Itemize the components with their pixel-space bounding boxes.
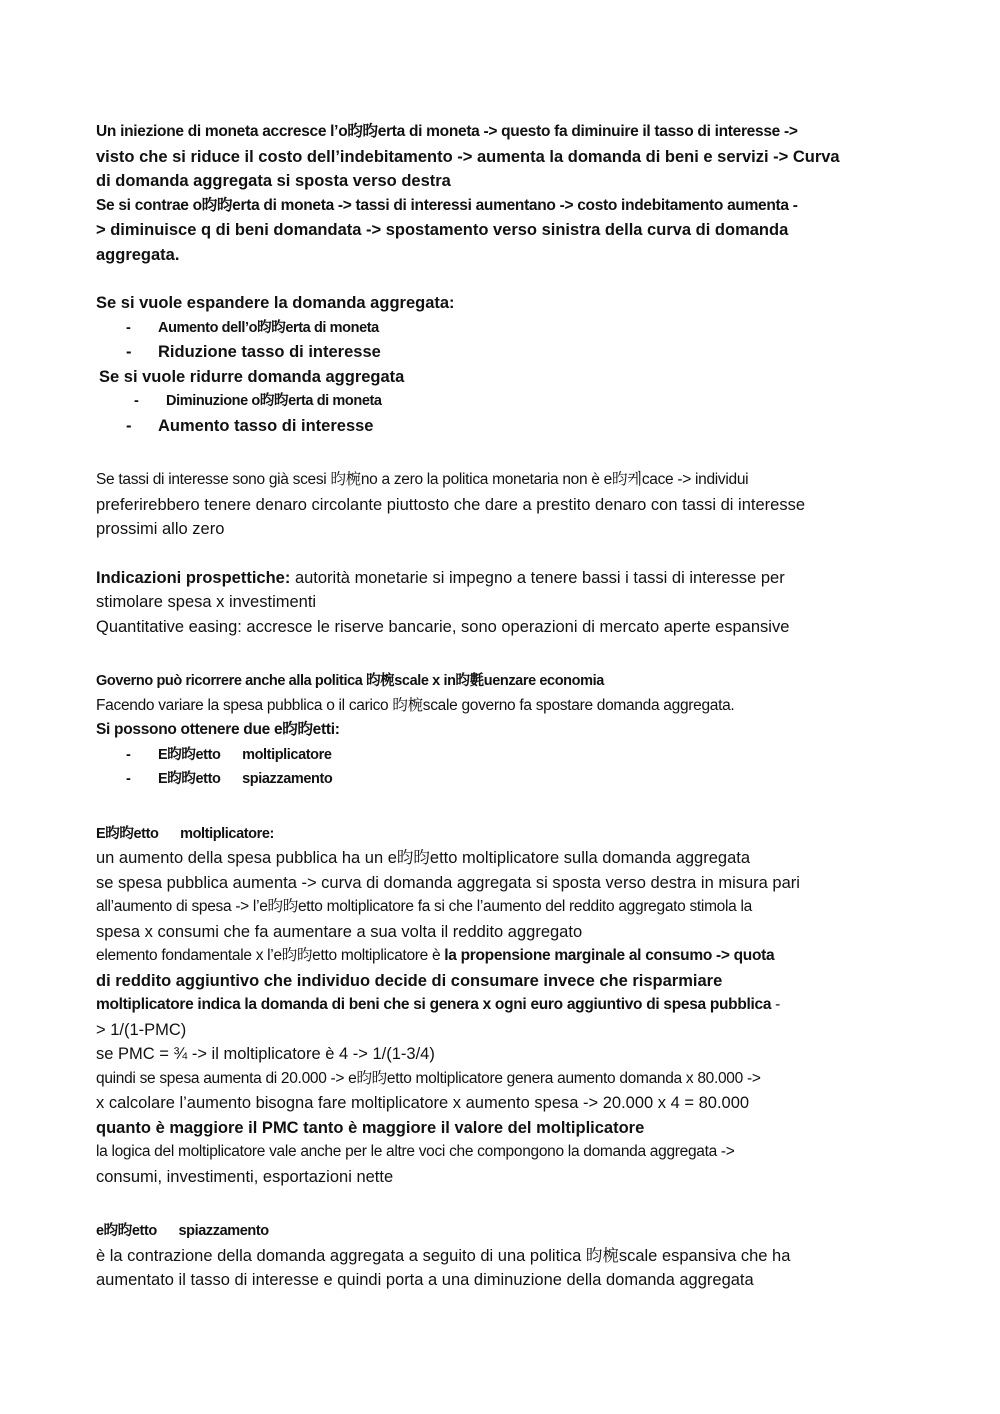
list-item: - Riduzione tasso di interesse — [126, 340, 906, 365]
section-heading: Governo può ricorrere anche alla politica 昀椀scale x in昀氀uenzare economia — [96, 673, 604, 689]
paragraph-line: all’aumento di spesa -> l’e昀昀etto moltiplicatore fa si che l’aumento del reddito aggregato stimola la — [96, 898, 752, 915]
paragraph-line — [96, 993, 906, 1018]
paragraph-line: è la contrazione della domanda aggregata a seguito di una politica 昀椀scale espansiva che ha — [96, 1246, 791, 1265]
paragraph-line — [96, 944, 906, 969]
paragraph-line: > 1/(1-PMC) — [96, 1020, 187, 1039]
section-heading: e昀昀etto spiazzamento — [96, 1223, 269, 1239]
paragraph-line: spesa x consumi che fa aumentare a sua volta il reddito aggregato — [96, 922, 583, 941]
bullet-list — [96, 414, 906, 439]
paragraph-line: di domanda aggregata si sposta verso destra — [96, 172, 451, 190]
paragraph-line: se spesa pubblica aumenta -> curva di domanda aggregata si sposta verso destra in misura pari — [96, 873, 800, 892]
inline-bold: la propensione marginale al consumo -> quota — [444, 947, 775, 964]
paragraph-line: di reddito aggiuntivo che individuo decide di consumare invece che risparmiare — [96, 971, 723, 990]
paragraph-line: preferirebbero tenere denaro circolante piuttosto che dare a prestito denaro con tassi di interesse — [96, 495, 806, 514]
inline-text: autorità monetarie si impegno a tenere bassi i tassi di interesse per — [290, 568, 785, 587]
paragraph-line: visto che si riduce il costo dell’indebitamento -> aumenta la domanda di beni e servizi -> Curva — [96, 147, 840, 166]
paragraph-line: Facendo variare la spesa pubblica o il carico 昀椀scale governo fa spostare domanda aggregata. — [96, 696, 735, 714]
bullet-list — [96, 389, 906, 414]
paragraph-line: Se si contrae o昀昀erta di moneta -> tassi di interessi aumentano -> costo indebitamento aumenta - — [96, 196, 798, 214]
bullet-list — [96, 316, 906, 365]
list-item: - Diminuzione o昀昀erta di moneta — [134, 389, 906, 414]
paragraph-line: quindi se spesa aumenta di 20.000 -> e昀昀etto moltiplicatore genera aumento domanda x 80.000 -> — [96, 1069, 761, 1087]
list-item: - Aumento dell’o昀昀erta di moneta — [126, 316, 906, 341]
paragraph-line: stimolare spesa x investimenti — [96, 593, 317, 611]
paragraph-line: prossimi allo zero — [96, 520, 225, 538]
list-item: - Aumento tasso di interesse — [126, 414, 906, 439]
paragraph-line — [96, 566, 906, 591]
document-page — [96, 120, 906, 1293]
inline-label: Indicazioni prospettiche: — [96, 568, 291, 587]
paragraph-line: quanto è maggiore il PMC tanto è maggiore il valore del moltiplicatore — [96, 1118, 645, 1137]
inline-bold: moltiplicatore indica la domanda di beni che si genera x ogni euro aggiuntivo di spesa pubblica — [96, 996, 772, 1013]
bullet-list — [96, 743, 906, 792]
inline-text: - — [771, 996, 781, 1013]
inline-text: elemento fondamentale x l’e昀昀etto moltiplicatore è — [96, 947, 445, 964]
paragraph-line: Se tassi di interesse sono già scesi 昀椀no a zero la politica monetaria non è e昀케cace -> individui — [96, 471, 749, 488]
list-item: - E昀昀etto moltiplicatore — [126, 743, 906, 768]
paragraph-line: un aumento della spesa pubblica ha un e昀昀etto moltiplicatore sulla domanda aggregata — [96, 849, 751, 867]
paragraph-line: Quantitative easing: accresce le riserve bancarie, sono operazioni di mercato aperte espansive — [96, 617, 790, 636]
paragraph-line: Un iniezione di moneta accresce l’o昀昀erta di moneta -> questo fa diminuire il tasso di interesse -> — [96, 123, 798, 140]
paragraph-line: se PMC = ¾ -> il moltiplicatore è 4 -> 1/(1-3/4) — [96, 1045, 435, 1063]
paragraph-line: consumi, investimenti, esportazioni nette — [96, 1167, 394, 1186]
section-heading: E昀昀etto moltiplicatore: — [96, 825, 274, 842]
paragraph-line: la logica del moltiplicatore vale anche per le altre voci che compongono la domanda aggregata -> — [96, 1143, 735, 1160]
list-item: - E昀昀etto spiazzamento — [126, 767, 906, 792]
paragraph-line: Si possono ottenere due e昀昀etti: — [96, 721, 340, 738]
section-heading: Se si vuole espandere la domanda aggregata: — [96, 294, 455, 312]
section-heading: Se si vuole ridurre domanda aggregata — [99, 367, 405, 386]
paragraph-line: x calcolare l’aumento bisogna fare moltiplicatore x aumento spesa -> 20.000 x 4 = 80.000 — [96, 1094, 750, 1112]
paragraph-line: aggregata. — [96, 245, 180, 264]
paragraph-line: aumentato il tasso di interesse e quindi porta a una diminuzione della domanda aggregata — [96, 1271, 754, 1289]
paragraph-line: > diminuisce q di beni domandata -> spostamento verso sinistra della curva di domanda — [96, 221, 789, 239]
